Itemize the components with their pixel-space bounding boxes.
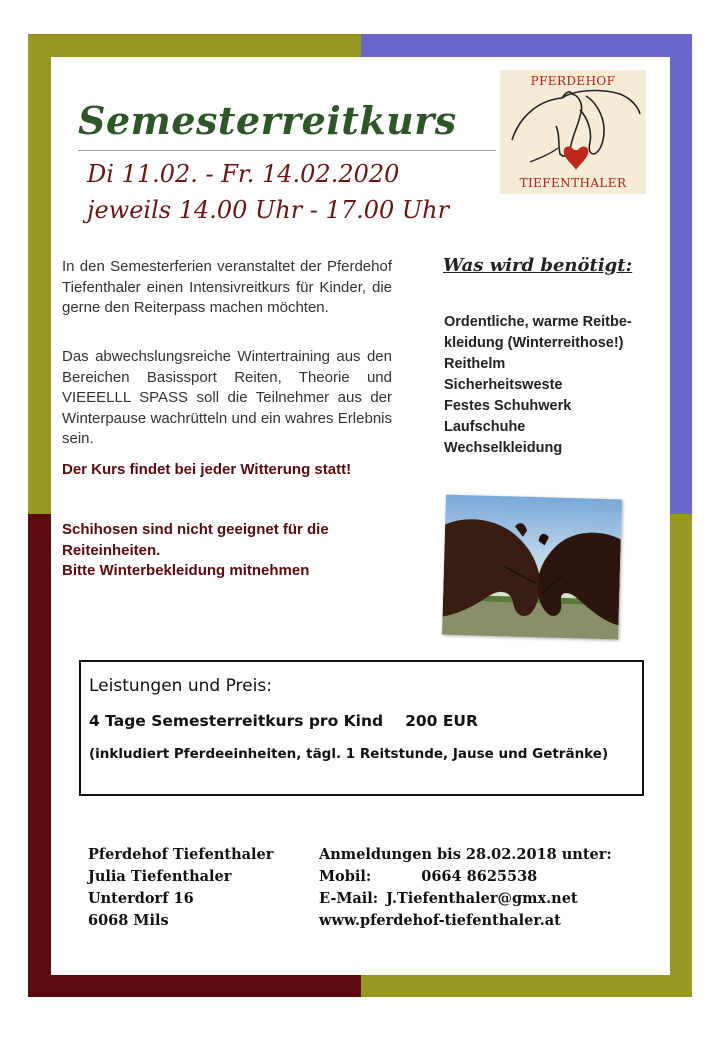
registration-block <box>319 844 612 932</box>
address-line: Julia Tiefenthaler <box>88 868 232 885</box>
course-dates: Di 11.02. - Fr. 14.02.2020 <box>87 160 400 188</box>
two-horses-image <box>442 495 622 640</box>
price-box <box>79 660 644 796</box>
website-link[interactable]: www.pferdehof-tiefenthaler.at <box>319 912 561 929</box>
course-times: jeweils 14.00 Uhr - 17.00 Uhr <box>87 196 450 224</box>
offer-text: 4 Tage Semesterreitkurs pro Kind <box>89 712 384 730</box>
address-line: 6068 Mils <box>88 912 169 929</box>
mobile-line <box>319 866 612 888</box>
needed-item: Festes Schuhwerk <box>444 398 572 414</box>
logo-text-top: PFERDEHOF <box>530 74 616 88</box>
needed-item: Ordentliche, warme Reitbekleidung (Winterreithose!) <box>444 314 632 351</box>
mobile-label: Mobil: <box>319 868 372 885</box>
needed-heading: Was wird benötigt: <box>443 255 633 276</box>
needed-list <box>444 312 666 459</box>
email-link[interactable]: J.Tiefenthaler@gmx.net <box>386 890 578 907</box>
weather-note: Der Kurs findet bei jeder Witterung statt! <box>62 461 352 478</box>
offer-line <box>89 712 478 730</box>
winter-clothing-note: Bitte Winterbekleidung mitnehmen <box>62 562 310 579</box>
address-line: Unterdorf 16 <box>88 890 194 907</box>
needed-item: Laufschuhe <box>444 419 526 435</box>
email-label: E-Mail: <box>319 890 379 907</box>
flyer-title: Semesterreitkurs <box>78 98 457 143</box>
email-line <box>319 888 612 910</box>
price-value: 200 EUR <box>405 712 478 730</box>
training-paragraph: Das abwechslungsreiche Wintertraining aus den Bereichen Basissport Reiten, Theorie und VIEEELLL SPASS soll die Teilnehmer aus der Winterpause wachrütteln und ein wahres Erlebnis sein. <box>62 348 392 447</box>
needed-item: Sicherheitsweste <box>444 377 563 393</box>
needed-item: Reithelm <box>444 356 506 372</box>
title-divider <box>78 150 496 151</box>
needed-item: Wechselkleidung <box>444 440 563 456</box>
registration-deadline: Anmeldungen bis 28.02.2018 unter: <box>319 846 612 863</box>
pferdehof-logo <box>500 70 646 194</box>
mobile-number[interactable]: 0664 8625538 <box>421 868 538 885</box>
price-box-heading: Leistungen und Preis: <box>89 676 272 696</box>
ski-pants-note: Schihosen sind nicht geeignet für die Reiteinheiten. <box>62 521 329 559</box>
address-block <box>88 844 273 932</box>
horses-photo <box>442 495 622 640</box>
intro-paragraph: In den Semesterferien veranstaltet der Pferdehof Tiefenthaler einen Intensivreitkurs für Kinder, die gerne den Reiterpass machen möchten. <box>62 258 392 316</box>
address-line: Pferdehof Tiefenthaler <box>88 846 274 863</box>
logo-text-bottom: TIEFENTHALER <box>519 176 627 190</box>
includes-text: (inkludiert Pferdeeinheiten, tägl. 1 Reitstunde, Jause und Getränke) <box>89 746 609 762</box>
